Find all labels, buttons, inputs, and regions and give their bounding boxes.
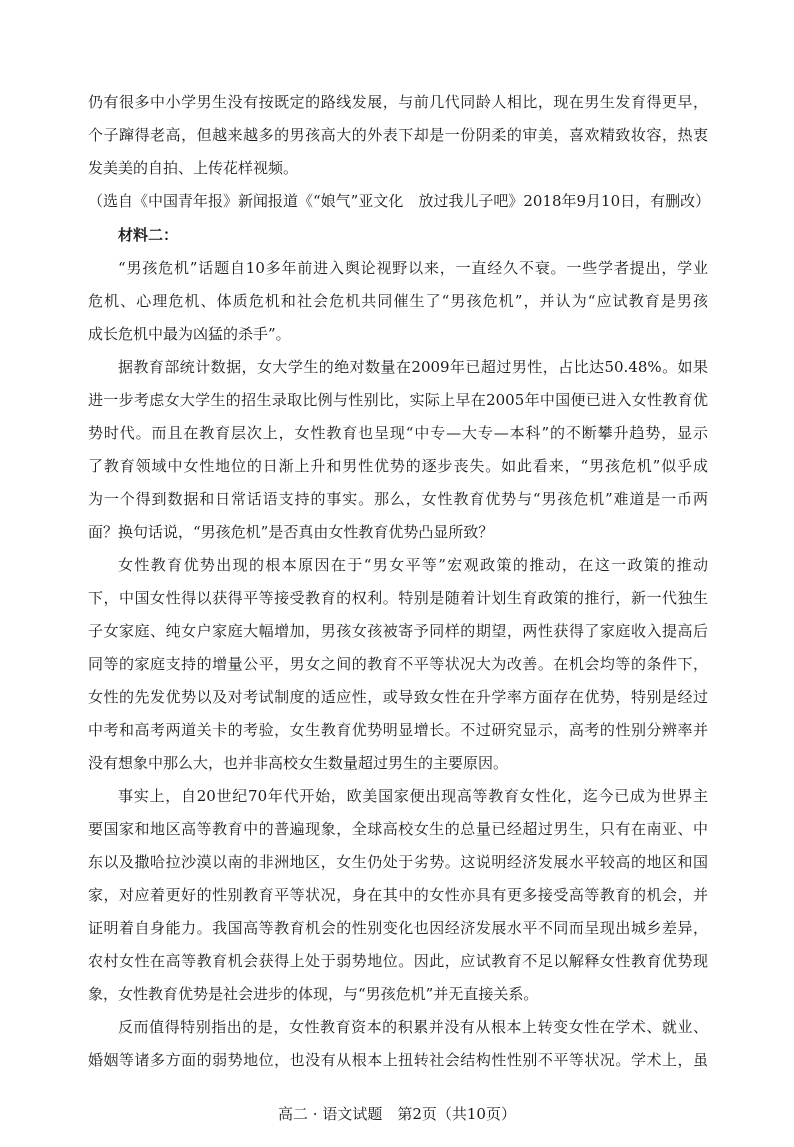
body-text-line: 仍有很多中小学男生没有按既定的路线发展，与前几代同龄人相比，现在男生发育得更早， xyxy=(88,93,708,111)
body-text-line: 事实上，自20世纪70年代开始，欧美国家便出现高等教育女性化，迄今已成为世界主 xyxy=(118,787,708,805)
page-footer: 高二 · 语文试题 第2页（共10页） xyxy=(278,1105,516,1123)
body-text-line: 农村女性在高等教育机会获得上处于弱势地位。因此，应试教育不足以解释女性教育优势现 xyxy=(88,952,708,970)
body-text-line: 子女家庭、纯女户家庭大幅增加，男孩女孩被寄予同样的期望，两性获得了家庭收入提高后 xyxy=(88,622,708,640)
body-text-line: 婚姻等诸多方面的弱势地位，也没有从根本上扭转社会结构性性别不平等状况。学术上，虽 xyxy=(88,1051,708,1069)
body-text-line: 个子蹿得老高，但越来越多的男孩高大的外表下却是一份阴柔的审美，喜欢精致妆容，热衷 xyxy=(88,126,708,144)
body-text-line: 象，女性教育优势是社会进步的体现，与“男孩危机”并无直接关系。 xyxy=(88,985,539,1003)
body-text-line: 没有想象中那么大，也并非高校女生数量超过男生的主要原因。 xyxy=(88,754,509,772)
body-text-line: 成长危机中最为凶猛的杀手”。 xyxy=(88,325,291,343)
body-text-line: 面？换句话说，“男孩危机”是否真由女性教育优势凸显所致？ xyxy=(88,523,494,541)
body-text-line: 进一步考虑女大学生的招生录取比例与性别比，实际上早在2005年中国便已进入女性教育优 xyxy=(88,391,708,409)
body-text-line: 了教育领域中女性地位的日渐上升和男性优势的逐步丧失。如此看来，“男孩危机”似乎成 xyxy=(88,457,708,475)
body-text-line: “男孩危机”话题自10多年前进入舆论视野以来，一直经久不衰。一些学者提出，学业 xyxy=(118,259,708,277)
body-text-line: 反而值得特别指出的是，女性教育资本的积累并没有从根本上转变女性在学术、就业、 xyxy=(118,1018,708,1036)
body-text-line: 势时代。而且在教育层次上，女性教育也呈现“中专—大专—本科”的不断攀升趋势，显示 xyxy=(88,424,708,442)
body-text-line: 据教育部统计数据，女大学生的绝对数量在2009年已超过男性，占比达50.48%。如果 xyxy=(118,358,708,376)
body-text-line: 证明着自身能力。我国高等教育机会的性别变化也因经济发展水平不同而呈现出城乡差异， xyxy=(88,919,708,937)
body-text-line: 发美美的自拍、上传花样视频。 xyxy=(88,159,299,177)
source-citation: （选自《中国青年报》新闻报道《“娘气”亚文化 放过我儿子吧》2018年9月10日，有删改） xyxy=(88,192,711,210)
body-text-line: 东以及撒哈拉沙漠以南的非洲地区，女生仍处于劣势。这说明经济发展水平较高的地区和国 xyxy=(88,853,708,871)
section-heading: 材料二： xyxy=(118,226,179,244)
body-text-line: 要国家和地区高等教育中的普遍现象，全球高校女生的总量已经超过男生，只有在南亚、中 xyxy=(88,820,708,838)
body-text-line: 为一个得到数据和日常话语支持的事实。那么，女性教育优势与“男孩危机”难道是一币两 xyxy=(88,490,708,508)
body-text-line: 下，中国女性得以获得平等接受教育的权利。特别是随着计划生育政策的推行，新一代独生 xyxy=(88,589,708,607)
body-text-line: 家，对应着更好的性别教育平等状况，身在其中的女性亦具有更多接受高等教育的机会，并 xyxy=(88,886,708,904)
body-text-line: 女性教育优势出现的根本原因在于“男女平等”宏观政策的推动，在这一政策的推动 xyxy=(118,556,708,574)
body-text-line: 女性的先发优势以及对考试制度的适应性，或导致女性在升学率方面存在优势，特别是经过 xyxy=(88,688,708,706)
body-text-line: 同等的家庭支持的增量公平，男女之间的教育不平等状况大为改善。在机会均等的条件下， xyxy=(88,655,708,673)
body-text-line: 危机、心理危机、体质危机和社会危机共同催生了“男孩危机”，并认为“应试教育是男孩 xyxy=(88,292,708,310)
body-text-line: 中考和高考两道关卡的考验，女生教育优势明显增长。不过研究显示，高考的性别分辨率并 xyxy=(88,721,708,739)
